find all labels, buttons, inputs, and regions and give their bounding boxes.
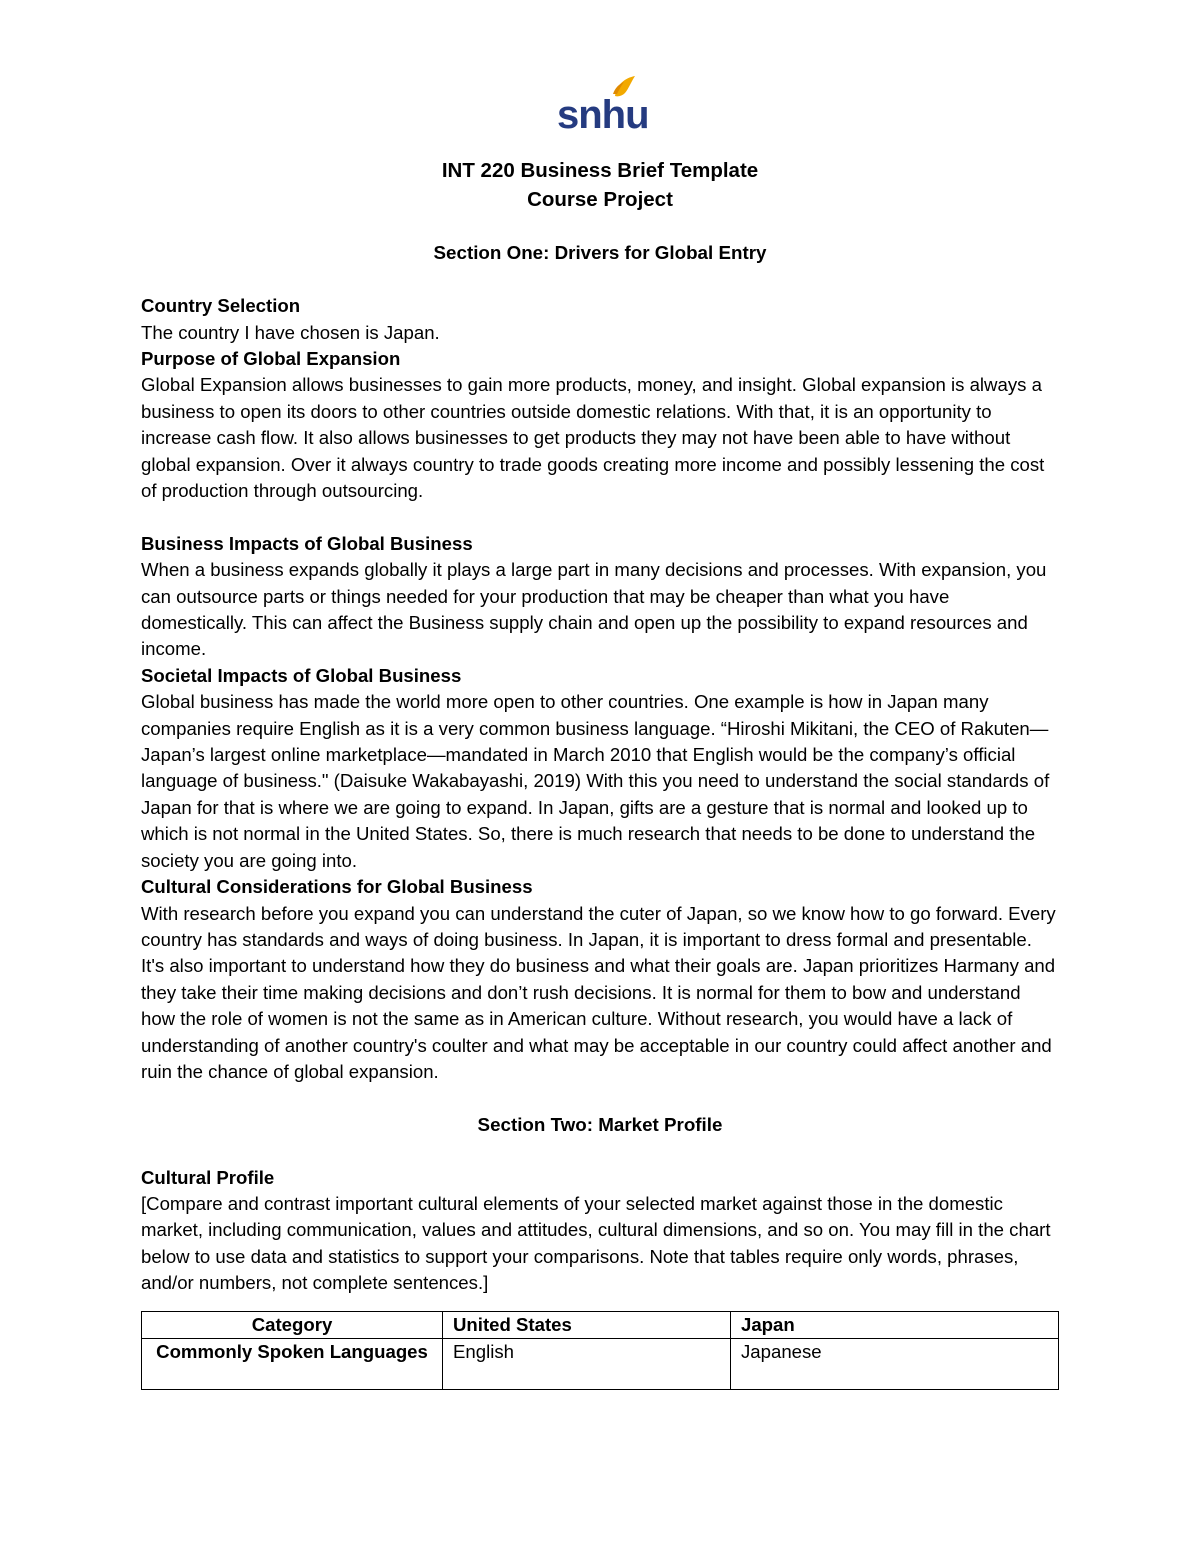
country-selection-text: The country I have chosen is Japan. [141, 321, 440, 343]
table-row [142, 1338, 1059, 1389]
purpose-heading: Purpose of Global Expansion [141, 348, 401, 369]
societal-impacts-text: Global business has made the world more open to other countries. One example is how in Japan many companies require English as it is a very common business language. “Hiroshi Mikitani, the CEO of Rakuten—Japan’s largest online marketplace—mandated in March 2010 that English would be the company’s official language of business." (Daisuke Wakabayashi, 2019) With this you need to understand the social standards of Japan for that is where we are going to expand. In Japan, gifts are a gesture that is normal and looked up to which is not normal in the United States. So, there is much research that needs to be done to understand the society you are going into. [141, 691, 1050, 871]
table-header-japan: Japan [731, 1311, 1059, 1338]
document-body [141, 157, 1059, 1390]
cultural-profile-table [141, 1311, 1059, 1390]
business-impacts-text: When a business expands globally it plays a large part in many decisions and processes. With expansion, you can outsource parts or things needed for your production that may be cheaper than what you have domestically. This can affect the Business supply chain and open up the possibility to expand resources and income. [141, 559, 1047, 660]
document-title: INT 220 Business Brief Template [441, 159, 759, 182]
business-impacts-heading: Business Impacts of Global Business [141, 532, 473, 554]
table-header-united-states: United States [443, 1311, 731, 1338]
document-subtitle: Course Project [527, 187, 673, 211]
societal-impacts-heading: Societal Impacts of Global Business [141, 664, 462, 686]
cultural-profile-text: [Compare and contrast important cultural elements of your selected market against those in the domestic market, including communication, values and attitudes, cultural dimensions, and so on. You may fill in the chart below to use data and statistics to support your comparisons. Note that tables require only words, phrases, and/or numbers, not complete sentences.] [141, 1192, 1051, 1294]
cultural-profile-heading: Cultural Profile [141, 1166, 275, 1188]
table-header-category: Category [142, 1311, 443, 1338]
snhu-logo-graphic [555, 74, 649, 137]
section-one-heading: Section One: Drivers for Global Entry [433, 242, 767, 264]
table-cell-united-states: English [443, 1338, 731, 1389]
table-cell-category: Commonly Spoken Languages [142, 1338, 443, 1389]
cultural-considerations-heading: Cultural Considerations for Global Business [141, 876, 533, 898]
snhu-logo [555, 74, 649, 137]
cultural-considerations-text: With research before you expand you can understand the cuter of Japan, so we know how to go forward. Every country has standards and ways of doing business. In Japan, it is important to dress formal and presentable. It's also important to understand how they do business and what their goals are. Japan prioritizes Harmany and they take their time making decisions and don’t rush decisions. It is normal for them to bow and understand how the role of women is not the same as in American culture. Without research, you would have a lack of understanding of another country's coulter and what may be acceptable in our country could affect another and ruin the chance of global expansion. [141, 902, 1056, 1082]
section-two-heading: Section Two: Market Profile [477, 1113, 723, 1135]
table-cell-japan: Japanese [731, 1338, 1059, 1389]
country-selection-heading: Country Selection [141, 295, 301, 317]
table-header-row [142, 1311, 1059, 1338]
logo-text: snhu [557, 93, 649, 137]
purpose-text: Global Expansion allows businesses to gain more products, money, and insight. Global expansion is always a business to open its doors to other countries outside domestic relations. With that, it is an opportunity to increase cash flow. It also allows businesses to get products they may not have been able to have without global expansion. Over it always country to trade goods creating more income and possibly lessening the cost of production through outsourcing. [141, 374, 1045, 502]
